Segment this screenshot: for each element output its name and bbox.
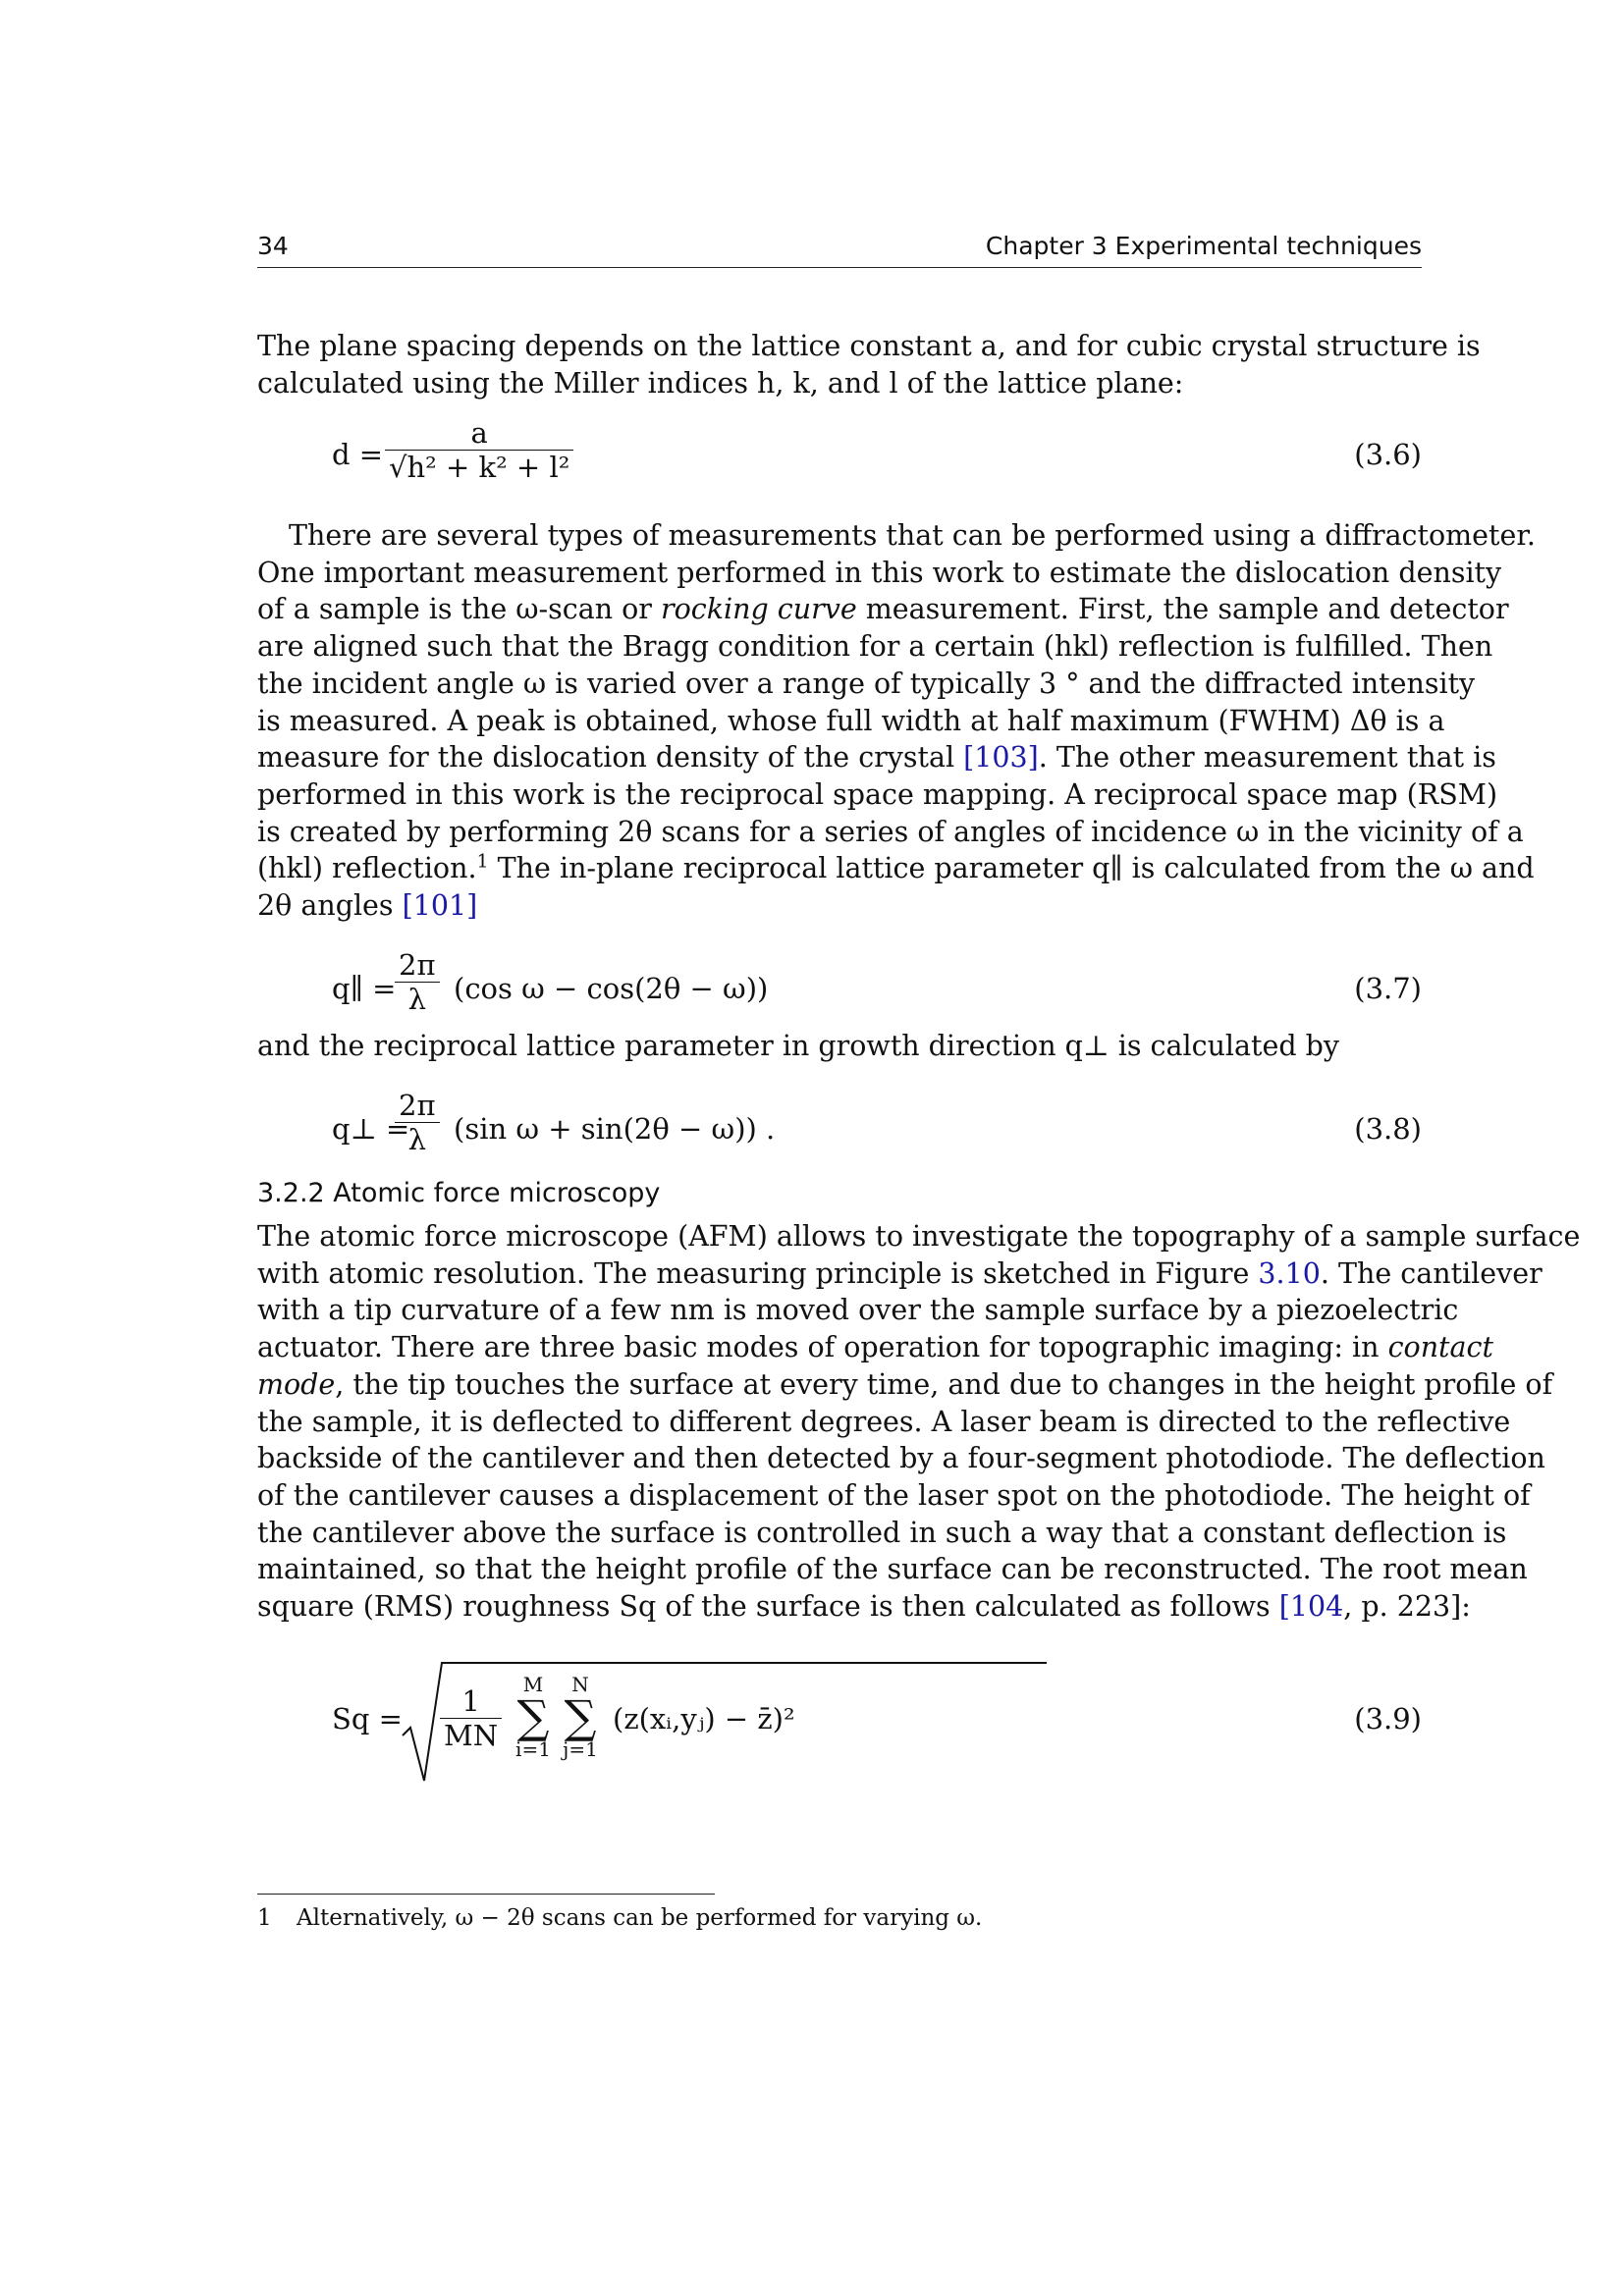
subsection-heading: 3.2.2 Atomic force microscopy [257, 1178, 661, 1208]
running-header [257, 228, 1422, 268]
footnote-rule [257, 1894, 715, 1895]
text-line: calculated using the Miller indices h, k, and l of the lattice plane: [257, 366, 1184, 400]
eq-lhs: q∥ = [332, 972, 397, 1005]
equation-number: (3.8) [1354, 1112, 1422, 1146]
footnote [257, 1905, 982, 1931]
equation-3-9 [257, 1659, 1422, 1787]
text-line: There are several types of measurements that can be performed using a diffractometer. [289, 519, 1536, 552]
eq-numerator: 2π [399, 948, 436, 982]
text-line: (hkl) reflection.$^1$ The in-plane reciprocal lattice parameter q∥ is calculated from the ω and [257, 850, 1535, 885]
eq-body: (z(xᵢ,yⱼ) − z̄)² [613, 1702, 795, 1735]
citation-link[interactable]: [103] [963, 741, 1039, 774]
paragraph-growth-direction [257, 1028, 1422, 1065]
equation-number: (3.9) [1354, 1702, 1422, 1735]
sum-i: M ∑ i=1 [515, 1673, 551, 1761]
text-line: are aligned such that the Bragg condition for a certain (hkl) reflection is fulfilled. Then [257, 630, 1493, 664]
text-line: performed in this work is the reciprocal space mapping. A reciprocal space map (RSM) [257, 777, 1498, 811]
sum-j: N ∑ j=1 [563, 1673, 598, 1761]
text-line: square (RMS) roughness Sq of the surface is then calculated as follows [104, p. 223]: [257, 1590, 1471, 1624]
eq-numerator: 1 [461, 1684, 480, 1718]
eq-numerator: 2π [399, 1089, 436, 1122]
text-line: One important measurement performed in this work to estimate the dislocation density [257, 556, 1502, 589]
equation-number: (3.6) [1354, 438, 1422, 471]
paragraph-afm [257, 1218, 1581, 1626]
eq-fraction [385, 416, 573, 484]
eq-fraction [395, 948, 440, 1016]
paragraph-diffractometer [257, 517, 1536, 925]
eq-fraction [440, 1684, 502, 1752]
text-line: 2θ angles [101] [257, 889, 478, 923]
equation-3-8 [257, 1089, 1422, 1173]
text-line: The atomic force microscope (AFM) allows to investigate the topography of a sample surface [257, 1220, 1581, 1253]
eq-denominator: λ [395, 982, 440, 1016]
citation-link[interactable]: [104 [1278, 1590, 1344, 1624]
equation-3-7 [257, 948, 1422, 1033]
footnote-number: 1 [257, 1905, 272, 1931]
eq-lhs: q⊥ = [332, 1112, 410, 1146]
text-line: The plane spacing depends on the lattice constant a, and for cubic crystal structure is [257, 330, 1481, 362]
text-line: mode, the tip touches the surface at every time, and due to changes in the height profile of [257, 1367, 1553, 1401]
eq-lhs: d = [332, 438, 384, 471]
text-line: with a tip curvature of a few nm is moved over the sample surface by a piezoelectric [257, 1294, 1459, 1327]
text-line: measure for the dislocation density of the crystal [103]. The other measurement that is [257, 741, 1496, 774]
eq-denominator: √h² + k² + l² [385, 450, 573, 484]
text-line: of a sample is the ω-scan or rocking curve measurement. First, the sample and detector [257, 593, 1509, 626]
text-line: is created by performing 2θ scans for a series of angles of incidence ω in the vicinity of a [257, 815, 1524, 848]
eq-rhs: (sin ω + sin(2θ − ω)) . [454, 1112, 776, 1146]
text-line: backside of the cantilever and then detected by a four-segment photodiode. The deflection [257, 1442, 1545, 1475]
citation-link[interactable]: [101] [402, 889, 478, 923]
equation-number: (3.7) [1354, 972, 1422, 1005]
text-line: maintained, so that the height profile of the surface can be reconstructed. The root mean [257, 1553, 1528, 1586]
footnote-marker[interactable]: 1 [476, 850, 489, 873]
eq-fraction [395, 1089, 440, 1156]
page-number: 34 [257, 232, 289, 260]
figure-reference-link[interactable]: 3.10 [1258, 1256, 1321, 1290]
eq-numerator: a [470, 416, 488, 450]
paragraph-lattice-spacing [257, 328, 1481, 401]
text-line: and the reciprocal lattice parameter in growth direction q⊥ is calculated by [257, 1030, 1339, 1062]
footnote-text: Alternatively, ω − 2θ scans can be performed for varying ω. [297, 1905, 983, 1931]
text-line: actuator. There are three basic modes of operation for topographic imaging: in contact [257, 1331, 1493, 1364]
eq-denominator: MN [440, 1718, 502, 1752]
equation-3-6 [257, 416, 1422, 499]
chapter-title: Chapter 3 Experimental techniques [985, 232, 1422, 260]
text-line: the incident angle ω is varied over a range of typically 3 ° and the diffracted intensity [257, 667, 1476, 700]
eq-lhs: Sq = [332, 1702, 403, 1735]
text-line: the sample, it is deflected to different degrees. A laser beam is directed to the reflective [257, 1405, 1511, 1438]
eq-denominator: λ [395, 1122, 440, 1156]
eq-rhs: (cos ω − cos(2θ − ω)) [454, 972, 769, 1005]
text-line: of the cantilever causes a displacement of the laser spot on the photodiode. The height of [257, 1478, 1531, 1512]
text-line: the cantilever above the surface is controlled in such a way that a constant deflection is [257, 1516, 1507, 1549]
text-line: is measured. A peak is obtained, whose full width at half maximum (FWHM) Δθ is a [257, 704, 1445, 737]
text-line: with atomic resolution. The measuring principle is sketched in Figure 3.10. The cantilever [257, 1256, 1543, 1290]
